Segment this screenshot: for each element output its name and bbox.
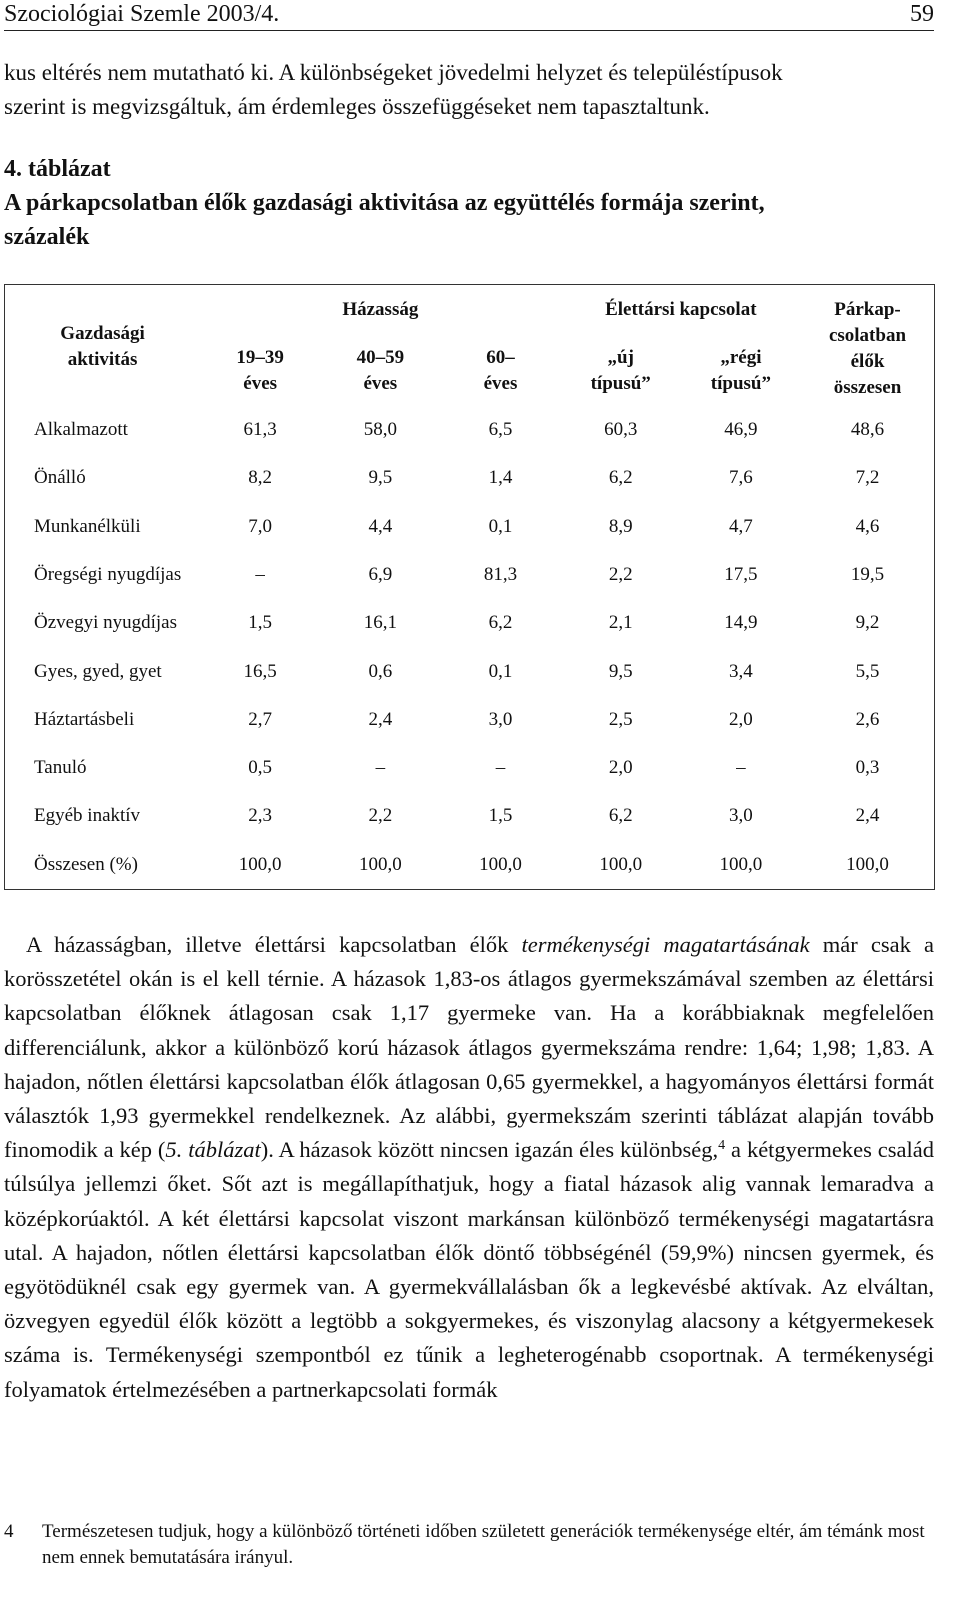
- emphasis-text: termékenységi magatartásának: [521, 932, 810, 957]
- col-header-line: éves: [243, 373, 278, 394]
- table-cell: 6,2: [488, 612, 513, 634]
- table-cell: 2,2: [608, 563, 633, 585]
- table-cell: 6,9: [368, 563, 393, 585]
- table-cell: 2,4: [855, 805, 880, 827]
- table-cell: 1,5: [488, 805, 513, 827]
- table-cell: 16,5: [243, 660, 277, 682]
- table-cell: 3,4: [729, 660, 753, 682]
- table-cell: 100,0: [479, 853, 522, 875]
- table-cell: 4,4: [368, 515, 393, 537]
- table-cell: 17,5: [724, 563, 758, 585]
- table-row: [5, 744, 935, 792]
- table-number: 4. táblázat: [4, 156, 111, 182]
- table-row: [5, 406, 935, 454]
- row-label: Összesen (%): [34, 853, 138, 875]
- body-text: [4, 928, 934, 1407]
- table-cell: 2,1: [608, 612, 633, 634]
- table-cell: 19,5: [850, 563, 885, 585]
- intro-line: szerint is megvizsgáltuk, ám érdemleges összefüggéseket nem tapasztaltunk.: [4, 94, 710, 119]
- col-header-line: 19–39: [236, 347, 284, 368]
- row-header-cell: [5, 285, 201, 406]
- table-cell: 2,5: [608, 708, 633, 730]
- table-cell: 8,2: [248, 467, 273, 489]
- table-row: [5, 454, 935, 502]
- running-header: [4, 0, 934, 31]
- col-header-line: típusú”: [710, 373, 771, 394]
- col-header-line: összesen: [833, 377, 902, 398]
- row-label: Egyéb inaktív: [34, 805, 141, 827]
- table-reference: 5. táblázat: [165, 1137, 261, 1163]
- table-cell: 100,0: [719, 853, 763, 875]
- col-header-line: típusú”: [590, 373, 651, 394]
- table-cell: 2,2: [368, 805, 393, 827]
- text-span: ). A házasok között nincsen igazán éles különbség,: [260, 1137, 719, 1163]
- table-row: [5, 551, 935, 599]
- table-cell: 4,7: [729, 515, 753, 537]
- marriage-group-header: [200, 285, 561, 406]
- footnote-marker: 4: [718, 1138, 726, 1154]
- total-col-header: [801, 285, 935, 406]
- text-span: már csak a korösszetétel okán is el kell térnie. A házasok 1,83-os átlagos gyermekszámával szemben az élettársi kapcsolatban élőknek átlagosan csak 1,17 gyermeke van. Ha a korábbiaknak megfelelően differenciálunk, akkor a különböző korú házasok átlagos gyermekszáma rendre: 1,64; 1,98; 1,83. A hajadon, nőtlen élettársi kapcsolatban élők átlagosan 0,65 gyermekkel, a hagyományos élettársi formát választók 1,93 gyermekkel rendelkeznek. Az alábbi, gyermekszám szerinti táblázat alapján tovább finomodik a kép (: [4, 932, 934, 1163]
- table-cell: 100,0: [358, 853, 402, 875]
- table-cell: 0,6: [368, 660, 393, 682]
- col-header-line: 60–: [486, 347, 515, 368]
- group-label-marriage: Házasság: [342, 299, 419, 320]
- table-cell: 58,0: [363, 418, 397, 440]
- footnote: [4, 1519, 934, 1571]
- table-title-line: A párkapcsolatban élők gazdasági aktivitása az együttélés formája szerint,: [4, 190, 765, 216]
- table-cell: 0,3: [855, 757, 880, 779]
- row-label: Alkalmazott: [34, 418, 128, 440]
- col-header-line: „régi: [720, 347, 762, 368]
- table-cell: 7,0: [248, 515, 273, 537]
- intro-line: kus eltérés nem mutatható ki. A különbségeket jövedelmi helyzet és településtípusok: [4, 60, 783, 85]
- table-cell: –: [375, 757, 386, 779]
- table-cell: 0,1: [488, 515, 513, 537]
- row-header-line: aktivitás: [67, 349, 138, 370]
- table-cell: 5,5: [855, 660, 880, 682]
- table-cell: 16,1: [363, 612, 397, 634]
- table-cell: 14,9: [724, 612, 758, 634]
- footnote-text: Természetesen tudjuk, hogy a különböző történeti időben született generációk termékenysége eltér, ám témánk most nem ennek bemutatására irányul.: [42, 1521, 925, 1568]
- table-cell: 0,1: [488, 660, 513, 682]
- table-cell: 4,6: [855, 515, 880, 537]
- table-row: [5, 696, 935, 744]
- table-cell: 9,5: [608, 660, 633, 682]
- page-number: 59: [910, 1, 934, 27]
- table-cell: 100,0: [846, 853, 889, 875]
- row-label: Gyes, gyed, gyet: [34, 660, 162, 682]
- row-label: Önálló: [34, 467, 86, 489]
- table-row: [5, 841, 935, 890]
- table-cell: 7,6: [729, 467, 753, 489]
- table-cell: 9,5: [368, 467, 393, 489]
- intro-paragraph: [4, 56, 934, 124]
- table-cell: 1,5: [248, 612, 273, 634]
- table-cell: 6,2: [608, 805, 633, 827]
- table-cell: 2,4: [368, 708, 393, 730]
- cohab-group-header: [561, 285, 801, 406]
- table-header-row: [5, 285, 935, 406]
- col-header-line: 40–59: [356, 347, 405, 368]
- table-cell: 48,6: [850, 418, 885, 440]
- table-cell: 9,2: [855, 612, 880, 634]
- table-cell: 60,3: [604, 418, 638, 440]
- table-row: [5, 792, 935, 840]
- table-cell: 7,2: [855, 467, 880, 489]
- table-cell: 2,7: [248, 708, 273, 730]
- table-body: [5, 406, 935, 890]
- body-paragraph: [4, 928, 934, 1407]
- table-row: [5, 502, 935, 550]
- table-cell: 2,3: [248, 805, 273, 827]
- table-cell: 3,0: [729, 805, 753, 827]
- table-caption: [4, 152, 934, 254]
- table-cell: –: [736, 757, 746, 779]
- text-span: A házasságban, illetve élettársi kapcsolatban élők: [26, 932, 522, 957]
- table-row: [5, 599, 935, 647]
- table-cell: 8,9: [608, 515, 633, 537]
- activity-table: [4, 284, 935, 890]
- journal-title: Szociológiai Szemle 2003/4.: [4, 1, 280, 27]
- table-cell: 1,4: [488, 467, 513, 489]
- table-row: [5, 647, 935, 695]
- table-cell: –: [495, 757, 506, 779]
- table-cell: –: [255, 563, 265, 585]
- col-header-line: éves: [363, 373, 398, 394]
- row-label: Háztartásbeli: [34, 708, 135, 730]
- table-cell: 0,5: [248, 757, 273, 779]
- col-header-line: „új: [607, 347, 634, 368]
- table-cell: 2,0: [729, 708, 753, 730]
- row-label: Tanuló: [34, 757, 87, 779]
- table-cell: 6,5: [488, 418, 513, 440]
- group-label-cohab: Élettársi kapcsolat: [605, 299, 757, 320]
- table-cell: 3,0: [488, 708, 513, 730]
- row-label: Özvegyi nyugdíjas: [34, 612, 178, 634]
- text-span: a kétgyermekes család túlsúlya jellemzi őket. Sőt azt is megállapíthatjuk, hogy a fiatal házasok alig vannak lemaradva a középkorúaktól. A két élettársi kapcsolat viszont markánsan különböző termékenységi magatartásra utal. A hajadon, nőtlen élettársi kapcsolatban élők döntő többségénél (59,9%) nincsen gyermek, és egyötödüknél csak egy gyermek van. A gyermekvállalásban ők a legkevésbé aktívak. Az elváltan, özvegyen egyedül élők között a legtöbb a sokgyermekes, és viszonylag alacsony a kétgyermekesek száma is. Termékenységi szempontból ez tűnik a legheterogénabb csoportnak. A termékenységi folyamatok értelmezésében a partnerkapcsolati formák: [4, 1137, 935, 1402]
- table-cell: 61,3: [243, 418, 277, 440]
- row-header-line: Gazdasági: [60, 323, 145, 344]
- table-cell: 46,9: [724, 418, 758, 440]
- col-header-line: éves: [483, 373, 518, 394]
- table-title-line: százalék: [4, 224, 90, 250]
- row-label: Munkanélküli: [34, 515, 141, 537]
- table-cell: 100,0: [599, 853, 643, 875]
- col-header-line: élők: [850, 351, 885, 372]
- col-header-line: Párkap-: [834, 299, 901, 320]
- col-header-line: csolatban: [828, 325, 907, 346]
- footnote-number: 4: [4, 1521, 14, 1542]
- row-label: Öregségi nyugdíjas: [34, 563, 182, 585]
- table-cell: 2,0: [608, 757, 633, 779]
- table-cell: 100,0: [238, 853, 282, 875]
- table-cell: 6,2: [608, 467, 633, 489]
- table-cell: 2,6: [855, 708, 880, 730]
- table-cell: 81,3: [483, 563, 518, 585]
